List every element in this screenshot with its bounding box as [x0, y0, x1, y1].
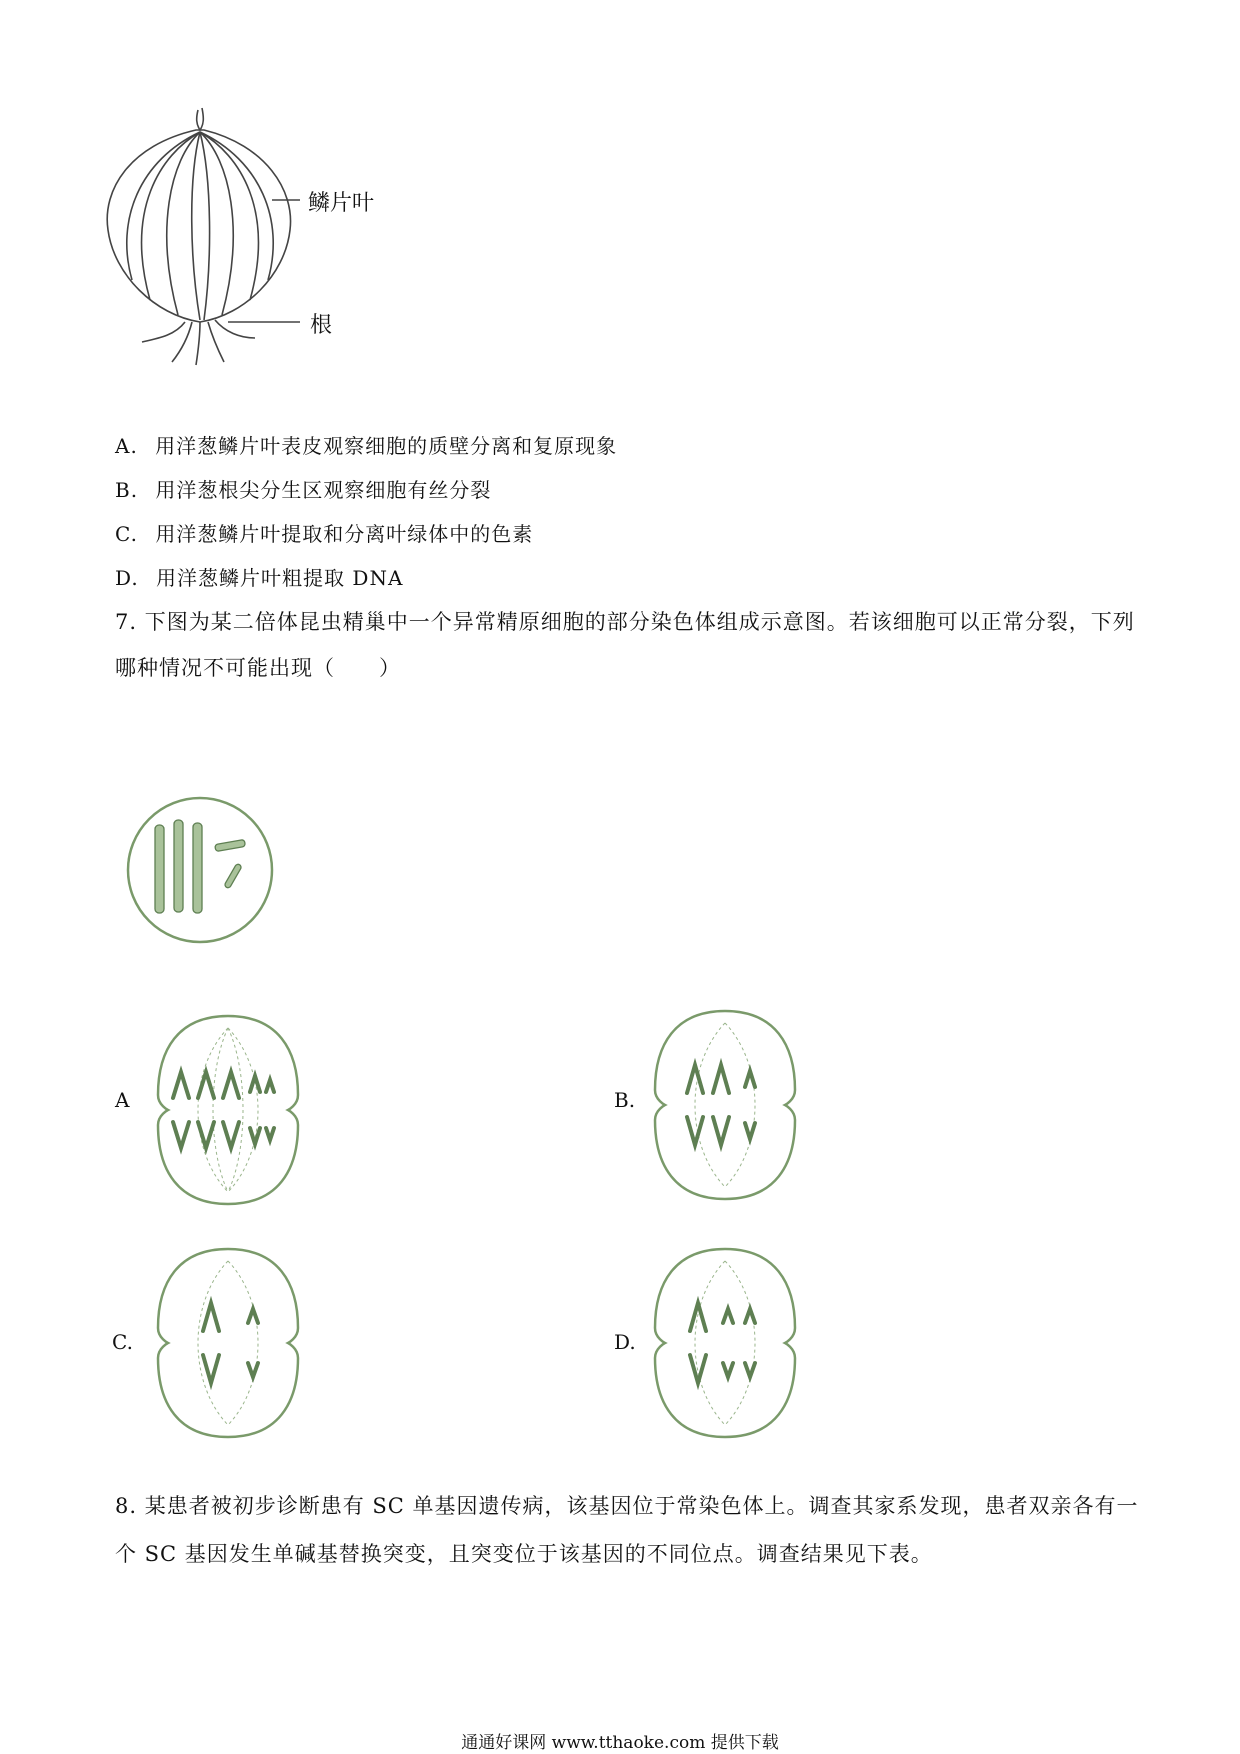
option-a — [115, 430, 617, 459]
q7-option-c-label: C. — [112, 1330, 133, 1354]
option-d — [115, 562, 403, 591]
option-d-text: 用洋葱鳞片叶粗提取 DNA — [156, 566, 404, 590]
option-b — [115, 474, 491, 503]
q7-line-2: 哪种情况不可能出现（ ） — [115, 656, 401, 680]
q7-option-a-cell — [148, 1010, 308, 1210]
scale-leaf-label: 鳞片叶 — [308, 191, 375, 216]
q7-option-b-label: B. — [614, 1088, 636, 1112]
onion-illustration — [100, 100, 400, 380]
option-c-letter: C. — [115, 522, 138, 546]
option-c-text: 用洋葱鳞片叶提取和分离叶绿体中的色素 — [155, 522, 534, 546]
option-b-text: 用洋葱根尖分生区观察细胞有丝分裂 — [155, 478, 492, 502]
root-label: 根 — [310, 313, 333, 338]
option-d-letter: D. — [115, 566, 139, 590]
q7-option-b-cell — [645, 1005, 805, 1205]
q7-option-a-label: A — [115, 1088, 130, 1112]
option-a-letter: A. — [115, 434, 138, 458]
option-c — [115, 518, 533, 547]
q8-line-2: 个 SC 基因发生单碱基替换突变，且突变位于该基因的不同位点。调查结果见下表。 — [115, 1542, 933, 1566]
q7-option-c-cell — [148, 1243, 308, 1443]
q7-line-1: 7. 下图为某二倍体昆虫精巢中一个异常精原细胞的部分染色体组成示意图。若该细胞可以正常分裂，下列 — [115, 610, 1135, 634]
q7-option-d-cell — [645, 1243, 805, 1443]
page-footer: 通通好课网 www.tthaoke.com 提供下载 — [461, 1733, 779, 1753]
q8-line-1: 8. 某患者被初步诊断患有 SC 单基因遗传病，该基因位于常染色体上。调查其家系发现，患者双亲各有一 — [115, 1494, 1139, 1518]
option-a-text: 用洋葱鳞片叶表皮观察细胞的质壁分离和复原现象 — [155, 434, 618, 458]
abnormal-spermatogonium-figure — [120, 790, 280, 950]
q7-option-d-label: D. — [614, 1330, 636, 1354]
option-b-letter: B. — [115, 478, 139, 502]
